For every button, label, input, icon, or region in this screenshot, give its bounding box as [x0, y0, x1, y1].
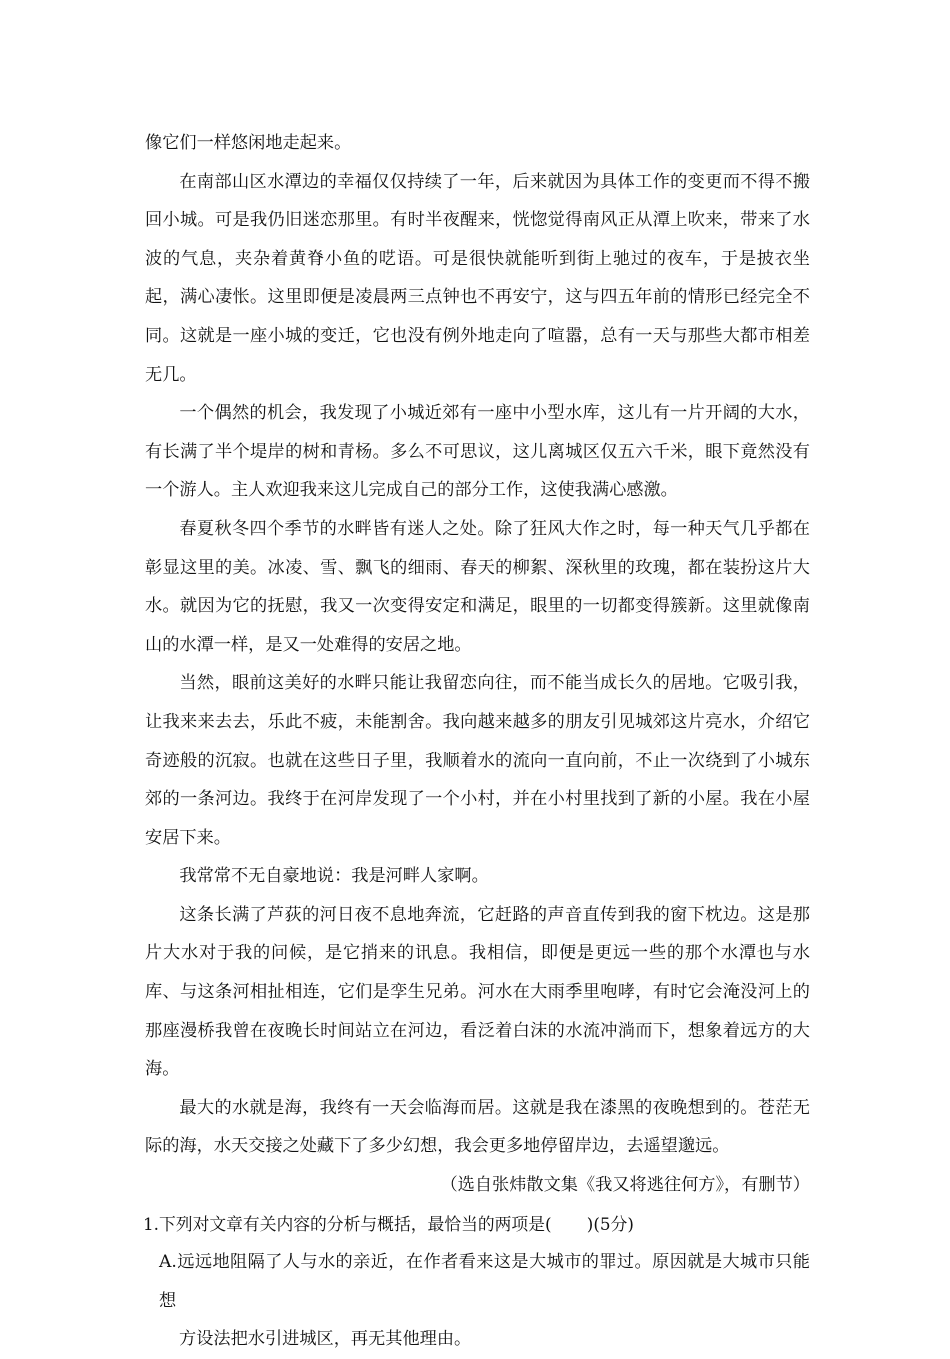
option-a-line-2: 方设法把水引进城区，再无其他理由。 [179, 1329, 472, 1350]
paragraph-5: 我常常不无自豪地说：我是河畔人家啊。 [179, 866, 489, 887]
paragraph-1: 在南部山区水潭边的幸福仅仅持续了一年，后来就因为具体工作的变更而不得不搬回小城。可是我仍旧迷恋那里。有时半夜醒来，恍惚觉得南风正从潭上吹来，带来了水波的气息，夹杂着黄脊小鱼的呓语。可是很快就能听到街上驰过的夜车，于是披衣坐起，满心凄怅。这里即便是凌晨两三点钟也不再安宁，这与四五年前的情形已经完全不同。这就是一座小城的变迁，它也没有例外地走向了喧嚣，总有一天与那些大都市相差无几。 [145, 171, 810, 385]
source-citation: （选自张炜散文集《我又将逃往何方》，有删节） [440, 1175, 810, 1196]
paragraph-7: 最大的水就是海，我终有一天会临海而居。这就是我在漆黑的夜晚想到的。苍茫无际的海，水天交接之处藏下了多少幻想，我会更多地停留岸边，去遥望邈远。 [145, 1097, 810, 1157]
paragraph-2: 一个偶然的机会，我发现了小城近郊有一座中小型水库，这儿有一片开阔的大水，有长满了半个堤岸的树和青杨。多么不可思议，这儿离城区仅五六千米，眼下竟然没有一个游人。主人欢迎我来这儿完成自己的部分工作，这使我满心感激。 [145, 403, 810, 501]
article-body [145, 124, 810, 1359]
paragraph-3: 春夏秋冬四个季节的水畔皆有迷人之处。除了狂风大作之时，每一种天气几乎都在彰显这里的美。冰凌、雪、飘飞的细雨、春天的柳絮、深秋里的玫瑰，都在装扮这片大水。就因为它的抚慰，我又一次变得安定和满足，眼里的一切都变得簇新。这里就像南山的水潭一样，是又一处难得的安居之地。 [145, 518, 810, 655]
question-1 [143, 1205, 810, 1244]
question-suffix: )(5分) [586, 1213, 634, 1234]
option-a [159, 1243, 810, 1359]
paragraph-6: 这条长满了芦荻的河日夜不息地奔流，它赶路的声音直传到我的窗下枕边。这是那片大水对于我的问候，是它捎来的讯息。我相信，即便是更远一些的那个水潭也与水库、与这条河相扯相连，它们是孪生兄弟。河水在大雨季里咆哮，有时它会淹没河上的那座漫桥我曾在夜晚长时间站立在河边，看泛着白沫的水流冲淌而下，想象着远方的大海。 [145, 904, 810, 1080]
paragraph-4: 当然，眼前这美好的水畔只能让我留恋向往，而不能当成长久的居地。它吸引我，让我来来去去，乐此不疲，未能割舍。我向越来越多的朋友引见城郊这片亮水，介绍它奇迹般的沉寂。也就在这些日子里，我顺着水的流向一直向前，不止一次绕到了小城东郊的一条河边。我终于在河岸发现了一个小村，并在小村里找到了新的小屋。我在小屋安居下来。 [145, 673, 810, 848]
option-a-line-1: A.远远地阻隔了人与水的亲近，在作者看来这是大城市的罪过。原因就是大城市只能想 [159, 1252, 810, 1311]
paragraph-0: 像它们一样悠闲地走起来。 [145, 133, 352, 153]
question-prefix: 1.下列对文章有关内容的分析与概括，最恰当的两项是( [143, 1213, 552, 1234]
